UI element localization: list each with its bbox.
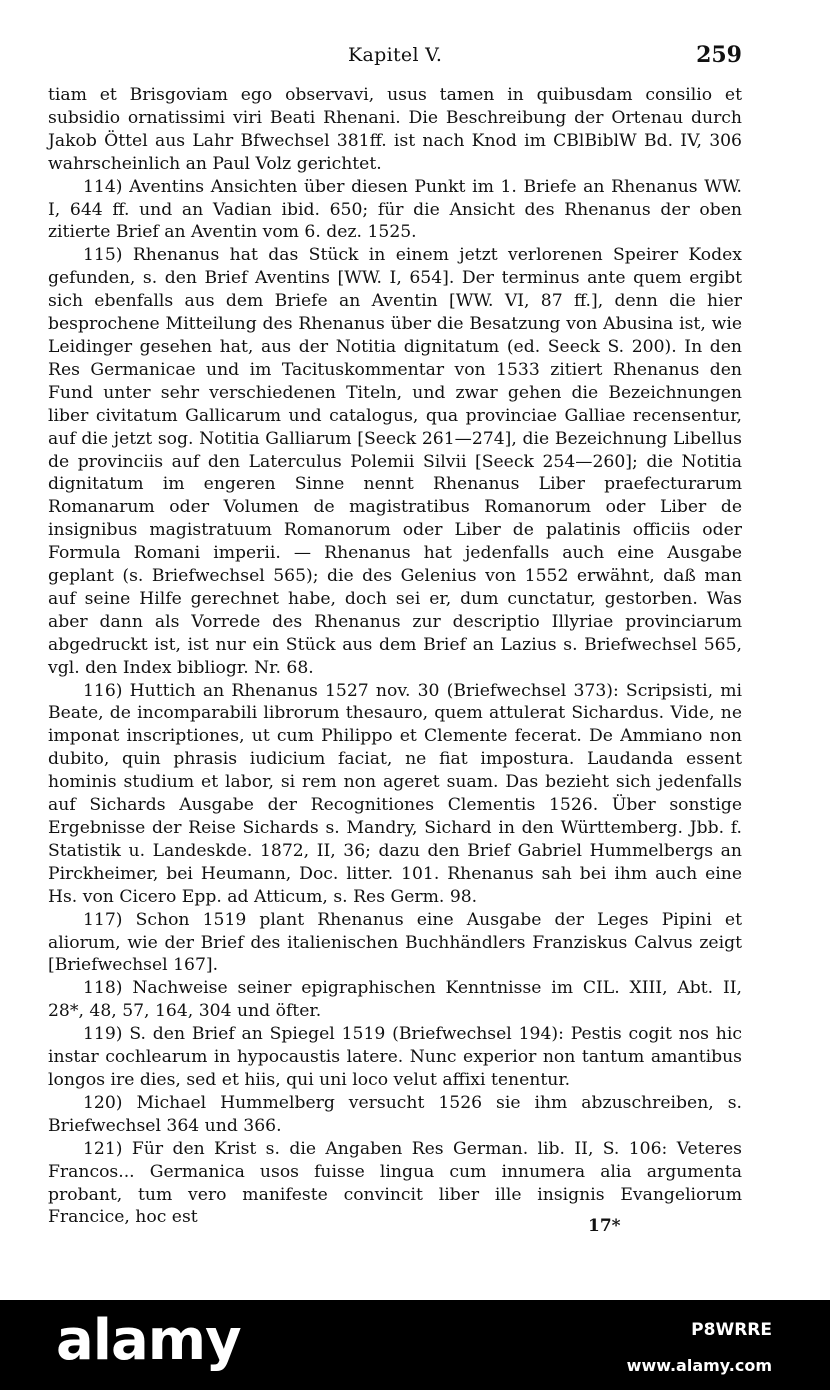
footnote-115: 115) Rhenanus hat das Stück in einem jetzt verlorenen Speirer Kodex gefunden, s. den Brief Aventins [WW. I, 654]. Der terminus ante quem ergibt sich ebenfalls aus dem Briefe an Aventin [WW. VI, 87 ff.], denn die hier besprochene Mitteilung des Rhenanus über die Besatzung von Abusina ist, wie Leidinger gesehen hat, aus der Notitia dignitatum (ed. Seeck S. 200). In den Res Germanicae und im Tacituskommentar von 1533 zitiert Rhenanus den Fund unter sehr verschiedenen Titeln, und zwar gehen die Bezeichnungen liber civitatum Gallicarum und catalogus, qua provinciae Galliae recensentur, auf die jetzt sog. Notitia Galliarum [Seeck 261—274], die Bezeichnung Libellus de provinciis auf den Laterculus Polemii Silvii [Seeck 254—260]; die Notitia dignitatum im engeren Sinne nennt Rhenanus Liber praefecturarum Romanarum oder Volumen de magistratibus Romanorum oder Liber de insignibus magistratuum Romanorum oder Liber de palatinis officiis oder Formula Romani imperii. — Rhenanus hat jedenfalls auch eine Ausgabe geplant (s. Briefwechsel 565); die des Gelenius von 1552 erwähnt, daß man auf seine Hilfe gerechnet habe, doch sei er, dum cunctatur, gestorben. Was aber dann als Vorrede des Rhenanus zur descriptio Illyriae provinciarum abgedruckt ist, ist nur ein Stück aus dem Brief an Lazius s. Briefwechsel 565, vgl. den Index bibliogr. Nr. 68. [48, 245, 742, 678]
footnote-120: 120) Michael Hummelberg versucht 1526 sie ihm abzuschreiben, s. Briefwechsel 364 und 366. [48, 1092, 742, 1136]
site-url: www.alamy.com [626, 1356, 772, 1375]
footnote-117: 117) Schon 1519 plant Rhenanus eine Ausgabe der Leges Pipini et aliorum, wie der Brief des italienischen Buchhändlers Franziskus Calvus zeigt [Briefwechsel 167]. [48, 909, 742, 976]
footnote-116: 116) Huttich an Rhenanus 1527 nov. 30 (Briefwechsel 373): Scripsisti, mi Beate, de incomparabili librorum thesauro, quem attulerat Sichardus. Vide, ne imponat inscriptiones, ut cum Philippo et Clemente fecerat. De Ammiano non dubito, quin phrasis iudicium faciat, ne fiat impostura. Laudanda essent hominis studium et labor, si rem non ageret suam. Das bezieht sich jedenfalls auf Sichards Ausgabe der Recognitiones Clementis 1526. Über sonstige Ergebnisse der Reise Sichards s. Mandry, Sichard in den Württemberg. Jbb. f. Statistik u. Landeskde. 1872, II, 36; dazu den Brief Gabriel Hummelbergs an Pirckheimer, bei Heumann, Doc. litter. 101. Rhenanus sah bei ihm auch eine Hs. von Cicero Epp. ad Atticum, s. Res Germ. 98. [48, 680, 742, 907]
page-header [48, 42, 742, 76]
image-id: P8WRRE [691, 1320, 772, 1340]
footnote-119: 119) S. den Brief an Spiegel 1519 (Briefwechsel 194): Pestis cogit nos hic instar cochlearum in hypocaustis latere. Nunc experior non tantum amantibus longos ire dies, sed et hiis, qui uni loco velut affixi tenentur. [48, 1024, 742, 1090]
running-title: Kapitel V. [348, 44, 443, 66]
signature-mark: 17* [588, 1216, 621, 1236]
footnote-118: 118) Nachweise seiner epigraphischen Kenntnisse im CIL. XIII, Abt. II, 28*, 48, 57, 164, 304 und öfter. [48, 978, 742, 1022]
watermark-footer [0, 1300, 830, 1390]
continued-paragraph: tiam et Brisgoviam ego observavi, usus tamen in quibusdam consilio et subsidio ornatissimi viri Beati Rhenani. Die Beschreibung der Ortenau durch Jakob Öttel aus Lahr Bfwechsel 381ff. ist nach Knod im CBlBiblW Bd. IV, 306 wahrscheinlich an Paul Volz gerichtet. [48, 85, 742, 174]
page-number: 259 [696, 42, 742, 68]
footnote-114: 114) Aventins Ansichten über diesen Punkt im 1. Briefe an Rhenanus WW. I, 644 ff. und an Vadian ibid. 650; für die Ansicht des Rhenanus der oben zitierte Brief an Aventin vom 6. dez. 1525. [48, 176, 742, 243]
alamy-logo: alamy [56, 1308, 241, 1373]
footnote-121: 121) Für den Krist s. die Angaben Res German. lib. II, S. 106: Veteres Francos... Germanica usos fuisse lingua cum innumera alia argumenta probant, tum vero manifeste convincit liber ille insignis Evangeliorum Francice, hoc est [48, 1138, 742, 1228]
footnotes-text [48, 84, 742, 1229]
